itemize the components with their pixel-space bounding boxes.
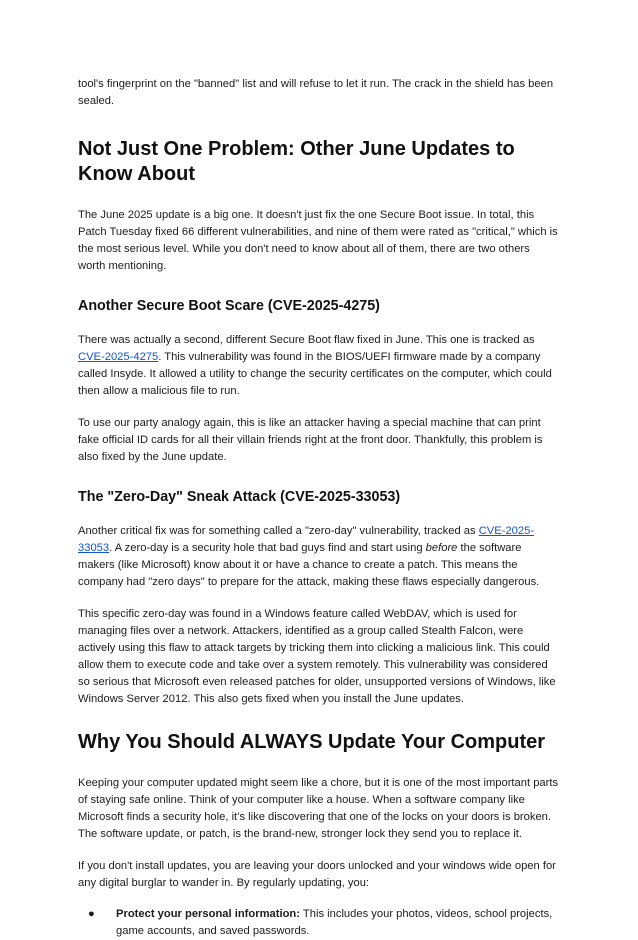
subheading-secure-boot-scare: Another Secure Boot Scare (CVE-2025-4275) bbox=[78, 298, 380, 314]
list-item-text: This includes your photos, videos, school projects, game accounts, and saved passwords. bbox=[116, 908, 553, 937]
subheading-zero-day: The "Zero-Day" Sneak Attack (CVE-2025-33053) bbox=[78, 489, 401, 505]
list-item-bold: Protect your personal information: bbox=[116, 908, 300, 920]
paragraph-house-analogy: Keeping your computer updated might seem like a chore, but it is one of the most important parts of staying safe online. Think of your computer like a house. When a software company like Microsoft finds a security hole, it’s like discovering that one of the locks on your doors is broken. The software update, or patch, is the brand-new, stronger lock they send you to replace it. bbox=[78, 777, 559, 840]
emphasis-before: before bbox=[425, 542, 458, 554]
paragraph-party-analogy: To use our party analogy again, this is like an attacker having a special machine that can print fake official ID cards for all their villain friends right at the front door. Thankfully, this problem is also fixed by the June update. bbox=[78, 417, 543, 463]
section-heading-other-updates: Not Just One Problem: Other June Updates to Know About bbox=[78, 138, 515, 185]
intro-paragraph: tool's fingerprint on the "banned" list and will refuse to let it run. The crack in the shield has been sealed. bbox=[78, 78, 554, 107]
section-heading-always-update: Why You Should ALWAYS Update Your Computer bbox=[78, 731, 546, 753]
cve-2025-4275-link[interactable]: CVE-2025-4275 bbox=[78, 351, 159, 363]
text-run: . This vulnerability was found in the BIOS/UEFI firmware made by a company called Insyde. It allowed a utility to change the security certificates on the computer, which could then allow a malicious file to run. bbox=[78, 351, 552, 397]
text-run: Another critical fix was for something called a "zero-day" vulnerability, tracked as bbox=[78, 525, 479, 537]
paragraph-unlocked-doors: If you don't install updates, you are leaving your doors unlocked and your windows wide open for any digital burglar to wander in. By regularly updating, you: bbox=[78, 860, 556, 889]
paragraph-cve-4275 bbox=[78, 332, 560, 400]
text-run: the software makers (like Microsoft) know about it or have a chance to create a patch. This means the company had "zero days" to prepare for the attack, making these flaws especially dangerous. bbox=[78, 542, 540, 588]
paragraph-cve-33053 bbox=[78, 523, 560, 591]
text-run: There was actually a second, different Secure Boot flaw fixed in June. This one is tracked as bbox=[78, 334, 535, 346]
cve-2025-33053-link[interactable]: CVE-2025-33053 bbox=[78, 525, 535, 554]
list-item bbox=[88, 906, 560, 940]
bullet-icon: ● bbox=[88, 908, 95, 920]
benefits-list bbox=[78, 906, 560, 940]
section-paragraph-overview: The June 2025 update is a big one. It doesn't just fix the one Secure Boot issue. In total, this Patch Tuesday fixed 66 different vulnerabilities, and nine of them were rated as "critical," which is the most serious level. While you don't need to know about all of them, there are two others worth mentioning. bbox=[78, 209, 558, 272]
text-run: . A zero-day is a security hole that bad guys find and start using bbox=[109, 542, 426, 554]
paragraph-webdav: This specific zero-day was found in a Windows feature called WebDAV, which is used for managing files over a network. Attackers, identified as a group called Stealth Falcon, were actively using this flaw to attack targets by tricking them into clicking a malicious link. This could allow them to execute code and take over a system remotely. This vulnerability was considered so serious that Microsoft even released patches for older, unsupported versions of Windows, like Windows Server 2012. This also gets fixed when you install the June updates. bbox=[78, 608, 556, 705]
